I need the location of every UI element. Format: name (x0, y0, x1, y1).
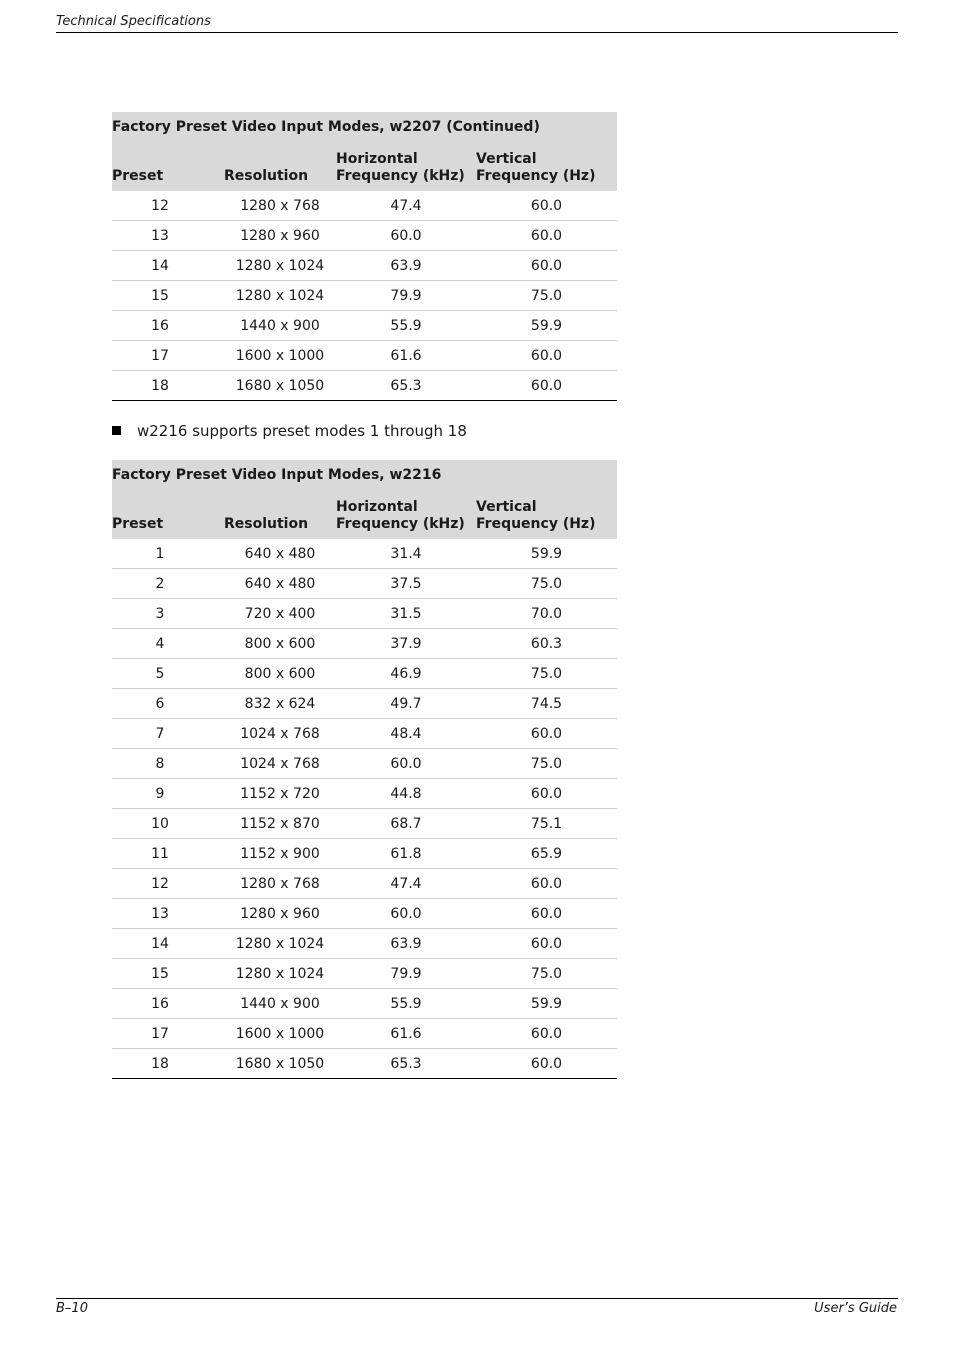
resolution-cell: 1152 x 720 (224, 779, 336, 809)
hfreq-cell: 60.0 (336, 221, 476, 251)
col-header-vfreq: Vertical Frequency (Hz) (476, 488, 617, 539)
resolution-cell: 1280 x 960 (224, 221, 336, 251)
table-row (112, 839, 617, 869)
resolution-cell: 1152 x 900 (224, 839, 336, 869)
col-header-preset: Preset (112, 140, 224, 191)
guide-name: User’s Guide (814, 1301, 897, 1316)
resolution-cell: 1024 x 768 (224, 719, 336, 749)
table-row (112, 599, 617, 629)
resolution-cell: 800 x 600 (224, 659, 336, 689)
table-row (112, 749, 617, 779)
hfreq-cell: 68.7 (336, 809, 476, 839)
col-header-resolution: Resolution (224, 488, 336, 539)
resolution-cell: 1600 x 1000 (224, 341, 336, 371)
vfreq-cell: 75.0 (476, 569, 617, 599)
hfreq-cell: 79.9 (336, 959, 476, 989)
hfreq-cell: 63.9 (336, 251, 476, 281)
resolution-cell: 1440 x 900 (224, 311, 336, 341)
preset-cell: 7 (112, 719, 224, 749)
table-row (112, 719, 617, 749)
hfreq-cell: 60.0 (336, 899, 476, 929)
hfreq-cell: 60.0 (336, 749, 476, 779)
table-row (112, 659, 617, 689)
resolution-cell: 640 x 480 (224, 569, 336, 599)
vfreq-cell: 74.5 (476, 689, 617, 719)
preset-cell: 9 (112, 779, 224, 809)
hfreq-cell: 47.4 (336, 869, 476, 899)
vfreq-cell: 59.9 (476, 311, 617, 341)
preset-cell: 17 (112, 341, 224, 371)
table-title: Factory Preset Video Input Modes, w2207 (Continued) (112, 112, 617, 140)
vfreq-cell: 60.0 (476, 341, 617, 371)
table-row (112, 809, 617, 839)
table-row (112, 311, 617, 341)
vfreq-cell: 75.0 (476, 749, 617, 779)
vfreq-cell: 75.1 (476, 809, 617, 839)
preset-cell: 18 (112, 371, 224, 401)
resolution-cell: 1680 x 1050 (224, 1049, 336, 1079)
hfreq-cell: 37.5 (336, 569, 476, 599)
vfreq-cell: 60.3 (476, 629, 617, 659)
resolution-cell: 1280 x 1024 (224, 959, 336, 989)
preset-cell: 8 (112, 749, 224, 779)
preset-cell: 12 (112, 191, 224, 221)
hfreq-cell: 49.7 (336, 689, 476, 719)
resolution-cell: 1680 x 1050 (224, 371, 336, 401)
table-row (112, 689, 617, 719)
page-number: B–10 (56, 1301, 88, 1316)
table-row (112, 629, 617, 659)
preset-cell: 12 (112, 869, 224, 899)
preset-cell: 15 (112, 959, 224, 989)
preset-cell: 11 (112, 839, 224, 869)
table-row (112, 191, 617, 221)
resolution-cell: 720 x 400 (224, 599, 336, 629)
hfreq-cell: 63.9 (336, 929, 476, 959)
table-row (112, 341, 617, 371)
preset-cell: 16 (112, 311, 224, 341)
col-header-hfreq: Horizontal Frequency (kHz) (336, 140, 476, 191)
preset-cell: 15 (112, 281, 224, 311)
hfreq-cell: 61.6 (336, 1019, 476, 1049)
vfreq-cell: 60.0 (476, 719, 617, 749)
vfreq-cell: 59.9 (476, 539, 617, 569)
bullet-note (112, 421, 467, 441)
hfreq-cell: 47.4 (336, 191, 476, 221)
vfreq-cell: 60.0 (476, 779, 617, 809)
table-title: Factory Preset Video Input Modes, w2216 (112, 460, 617, 488)
table-row (112, 959, 617, 989)
resolution-cell: 800 x 600 (224, 629, 336, 659)
resolution-cell: 1280 x 1024 (224, 251, 336, 281)
preset-cell: 10 (112, 809, 224, 839)
col-header-hfreq: Horizontal Frequency (kHz) (336, 488, 476, 539)
preset-cell: 14 (112, 251, 224, 281)
vfreq-cell: 60.0 (476, 221, 617, 251)
table-row (112, 281, 617, 311)
vfreq-cell: 60.0 (476, 371, 617, 401)
table-row (112, 1019, 617, 1049)
resolution-cell: 1152 x 870 (224, 809, 336, 839)
resolution-cell: 640 x 480 (224, 539, 336, 569)
vfreq-cell: 60.0 (476, 899, 617, 929)
vfreq-cell: 60.0 (476, 251, 617, 281)
hfreq-cell: 79.9 (336, 281, 476, 311)
hfreq-cell: 55.9 (336, 989, 476, 1019)
resolution-cell: 1280 x 1024 (224, 281, 336, 311)
vfreq-cell: 75.0 (476, 281, 617, 311)
table-row (112, 989, 617, 1019)
preset-cell: 13 (112, 899, 224, 929)
vfreq-cell: 60.0 (476, 929, 617, 959)
preset-cell: 6 (112, 689, 224, 719)
resolution-cell: 1280 x 768 (224, 191, 336, 221)
vfreq-cell: 75.0 (476, 959, 617, 989)
table-row (112, 1049, 617, 1079)
table-row (112, 929, 617, 959)
preset-cell: 16 (112, 989, 224, 1019)
running-title: Technical Specifications (56, 14, 211, 29)
table-row (112, 899, 617, 929)
hfreq-cell: 31.5 (336, 599, 476, 629)
hfreq-cell: 46.9 (336, 659, 476, 689)
preset-cell: 14 (112, 929, 224, 959)
vfreq-cell: 60.0 (476, 1049, 617, 1079)
table-row (112, 779, 617, 809)
hfreq-cell: 65.3 (336, 1049, 476, 1079)
resolution-cell: 1600 x 1000 (224, 1019, 336, 1049)
resolution-cell: 1024 x 768 (224, 749, 336, 779)
resolution-cell: 1280 x 1024 (224, 929, 336, 959)
table-row (112, 869, 617, 899)
vfreq-cell: 75.0 (476, 659, 617, 689)
preset-cell: 13 (112, 221, 224, 251)
hfreq-cell: 37.9 (336, 629, 476, 659)
preset-cell: 17 (112, 1019, 224, 1049)
bullet-text: w2216 supports preset modes 1 through 18 (137, 422, 467, 440)
preset-cell: 2 (112, 569, 224, 599)
bullet-square-icon (112, 426, 121, 435)
vfreq-cell: 60.0 (476, 1019, 617, 1049)
table-row (112, 251, 617, 281)
table-w2216 (112, 460, 617, 1079)
vfreq-cell: 60.0 (476, 191, 617, 221)
preset-cell: 5 (112, 659, 224, 689)
table-row (112, 371, 617, 401)
preset-cell: 1 (112, 539, 224, 569)
table-w2207-continued (112, 112, 617, 401)
resolution-cell: 1280 x 960 (224, 899, 336, 929)
table-row (112, 539, 617, 569)
col-header-preset: Preset (112, 488, 224, 539)
col-header-vfreq: Vertical Frequency (Hz) (476, 140, 617, 191)
preset-cell: 18 (112, 1049, 224, 1079)
hfreq-cell: 44.8 (336, 779, 476, 809)
vfreq-cell: 65.9 (476, 839, 617, 869)
preset-cell: 3 (112, 599, 224, 629)
page-header (56, 10, 898, 33)
hfreq-cell: 61.6 (336, 341, 476, 371)
table-row (112, 221, 617, 251)
hfreq-cell: 61.8 (336, 839, 476, 869)
resolution-cell: 832 x 624 (224, 689, 336, 719)
preset-cell: 4 (112, 629, 224, 659)
resolution-cell: 1280 x 768 (224, 869, 336, 899)
page-footer (56, 1298, 898, 1321)
table-row (112, 569, 617, 599)
hfreq-cell: 55.9 (336, 311, 476, 341)
resolution-cell: 1440 x 900 (224, 989, 336, 1019)
vfreq-cell: 60.0 (476, 869, 617, 899)
vfreq-cell: 59.9 (476, 989, 617, 1019)
hfreq-cell: 65.3 (336, 371, 476, 401)
hfreq-cell: 48.4 (336, 719, 476, 749)
hfreq-cell: 31.4 (336, 539, 476, 569)
vfreq-cell: 70.0 (476, 599, 617, 629)
col-header-resolution: Resolution (224, 140, 336, 191)
